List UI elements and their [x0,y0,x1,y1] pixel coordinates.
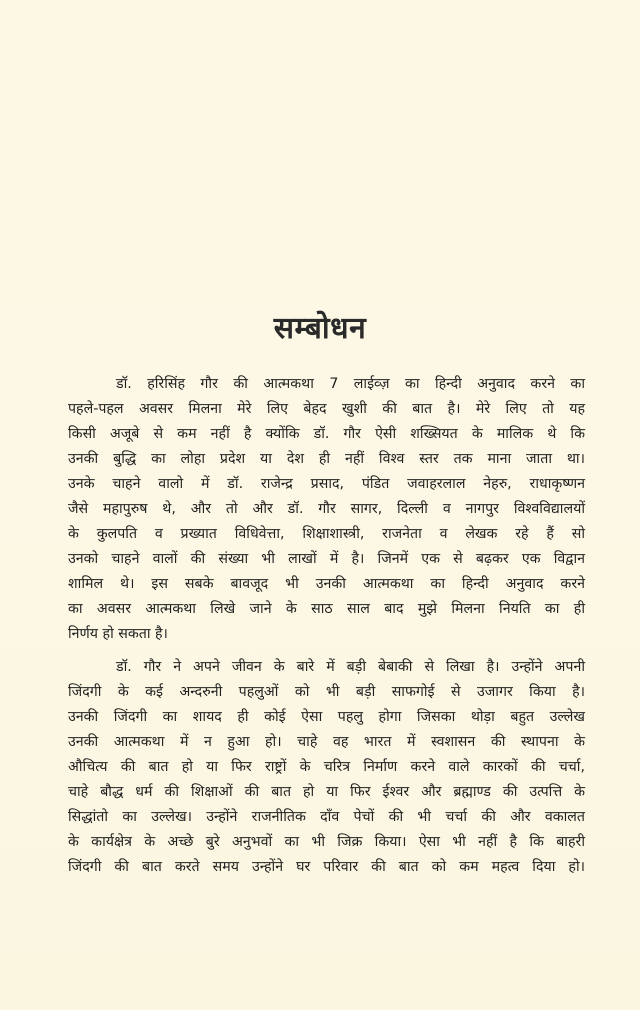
text-line: उनकी जिंदगी का शायद ही कोई ऐसा पहलु होगा जिसका थोड़ा बहुत उल्लेख [68,709,585,725]
text-line: उनको चाहने वालों की संख्या भी लाखों में है। जिनमें एक से बढ़कर एक विद्वान [68,551,585,567]
text-line: औचित्य की बात हो या फिर राष्ट्रों के चरित्र निर्माण करने वाले कारकों की चर्चा, [68,759,585,775]
text-line: निर्णय हो सकता है। [68,626,168,642]
paragraph-2 [68,655,585,880]
paragraph-1 [68,372,585,647]
text-line: शामिल थे। इस सबके बावजूद भी उनकी आत्मकथा का हिन्दी अनुवाद करने [68,576,585,592]
text-line: के कार्यक्षेत्र के अच्छे बुरे अनुभवों का भी जिक्र किया। ऐसा भी नहीं है कि बाहरी [68,834,585,850]
text-line: सिद्धांतो का उल्लेख। उन्होंने राजनीतिक दाँव पेचों की भी चर्चा की और वकालत [68,809,585,825]
text-line: का अवसर आत्मकथा लिखे जाने के साठ साल बाद मुझे मिलना नियति का ही [68,601,585,617]
text-line: जिंदगी के कई अन्दरुनी पहलुओं को भी बड़ी साफगोई से उजागर किया है। [68,684,585,700]
page-title: सम्बोधन [273,311,367,346]
text-line: चाहे बौद्ध धर्म की शिक्षाओं की बात हो या फिर ईश्वर और ब्रह्माण्ड की उत्पत्ति के [68,784,585,800]
text-line: उनकी आत्मकथा में न हुआ हो। चाहे वह भारत में स्वशासन की स्थापना के [68,734,585,750]
text-line: उनके चाहने वालो में डॉ. राजेन्द्र प्रसाद, पंडित जवाहरलाल नेहरु, राधाकृष्णन [68,476,585,492]
text-line: डॉ. गौर ने अपने जीवन के बारे में बड़ी बेबाकी से लिखा है। उन्होंने अपनी [116,659,585,675]
text-line: जिंदगी की बात करते समय उन्होंने घर परिवार की बात को कम महत्व दिया हो। [68,859,585,875]
text-line: उनकी बुद्धि का लोहा प्रदेश या देश ही नहीं विश्व स्तर तक माना जाता था। [68,451,585,467]
text-line: डॉ. हरिसिंह गौर की आत्मकथा 7 लाईव्ज़ का हिन्दी अनुवाद करने का [116,376,585,392]
text-line: जैसे महापुरुष थे, और तो और डॉ. गौर सागर, दिल्ली व नागपुर विश्वविद्यालयों [68,501,585,517]
text-line: के कुलपति व प्रख्यात विधिवेत्ता, शिक्षाशास्त्री, राजनेता व लेखक रहे हैं सो [68,526,585,542]
body-text [68,372,585,888]
text-line: पहले-पहल अवसर मिलना मेरे लिए बेहद खुशी की बात है। मेरे लिए तो यह [68,401,585,417]
text-line: किसी अजूबे से कम नहीं है क्योंकि डॉ. गौर ऐसी शख्सियत के मालिक थे कि [68,426,585,442]
